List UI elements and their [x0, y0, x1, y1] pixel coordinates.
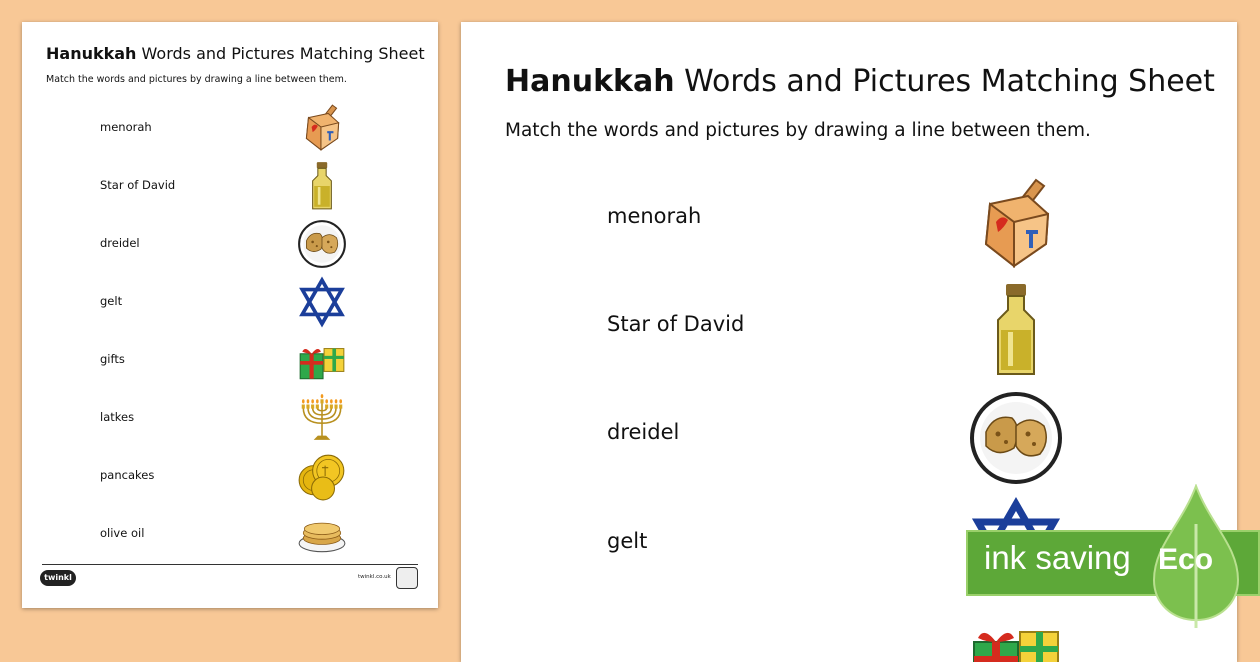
olive-oil-bottle-icon: [966, 280, 1066, 380]
twinkl-logo: twinkl: [40, 570, 76, 586]
word-item: gelt: [607, 529, 648, 553]
gifts-icon: [294, 334, 350, 386]
word-item: olive oil: [100, 526, 145, 540]
eco-text: ink saving: [984, 539, 1131, 576]
thumbnail-instructions: Match the words and pictures by drawing a line between them.: [46, 74, 347, 85]
eco-ink-saving-badge: [966, 484, 1260, 630]
worksheet-thumbnail[interactable]: [22, 22, 438, 608]
word-item: gifts: [100, 352, 125, 366]
latkes-plate-icon: [294, 218, 350, 270]
eco-label: Eco: [1158, 543, 1214, 576]
word-item: dreidel: [607, 420, 680, 444]
preview-instructions: Match the words and pictures by drawing a line between them.: [505, 120, 1091, 141]
dreidel-icon: [294, 102, 350, 154]
word-item: menorah: [607, 204, 702, 228]
badge-icon: [396, 567, 418, 589]
star-of-david-icon: [294, 276, 350, 328]
latkes-plate-icon: [966, 388, 1066, 488]
footer-url: twinkl.co.uk: [358, 574, 391, 580]
word-item: menorah: [100, 120, 152, 134]
word-item: Star of David: [100, 178, 176, 192]
dreidel-icon: [966, 174, 1066, 274]
word-item: gelt: [100, 294, 123, 308]
word-item: pancakes: [100, 468, 155, 482]
preview-title: Hanukkah Words and Pictures Matching Sheet: [505, 64, 1215, 99]
gelt-coins-icon: [294, 450, 350, 502]
olive-oil-bottle-icon: [294, 160, 350, 212]
word-item: latkes: [100, 410, 135, 424]
footer-divider: [42, 564, 418, 565]
word-item: dreidel: [100, 236, 140, 250]
thumbnail-title: Hanukkah Words and Pictures Matching Sheet: [46, 44, 425, 63]
word-item: Star of David: [607, 312, 745, 336]
menorah-icon: [294, 392, 350, 444]
pancake-icon: [294, 508, 350, 560]
